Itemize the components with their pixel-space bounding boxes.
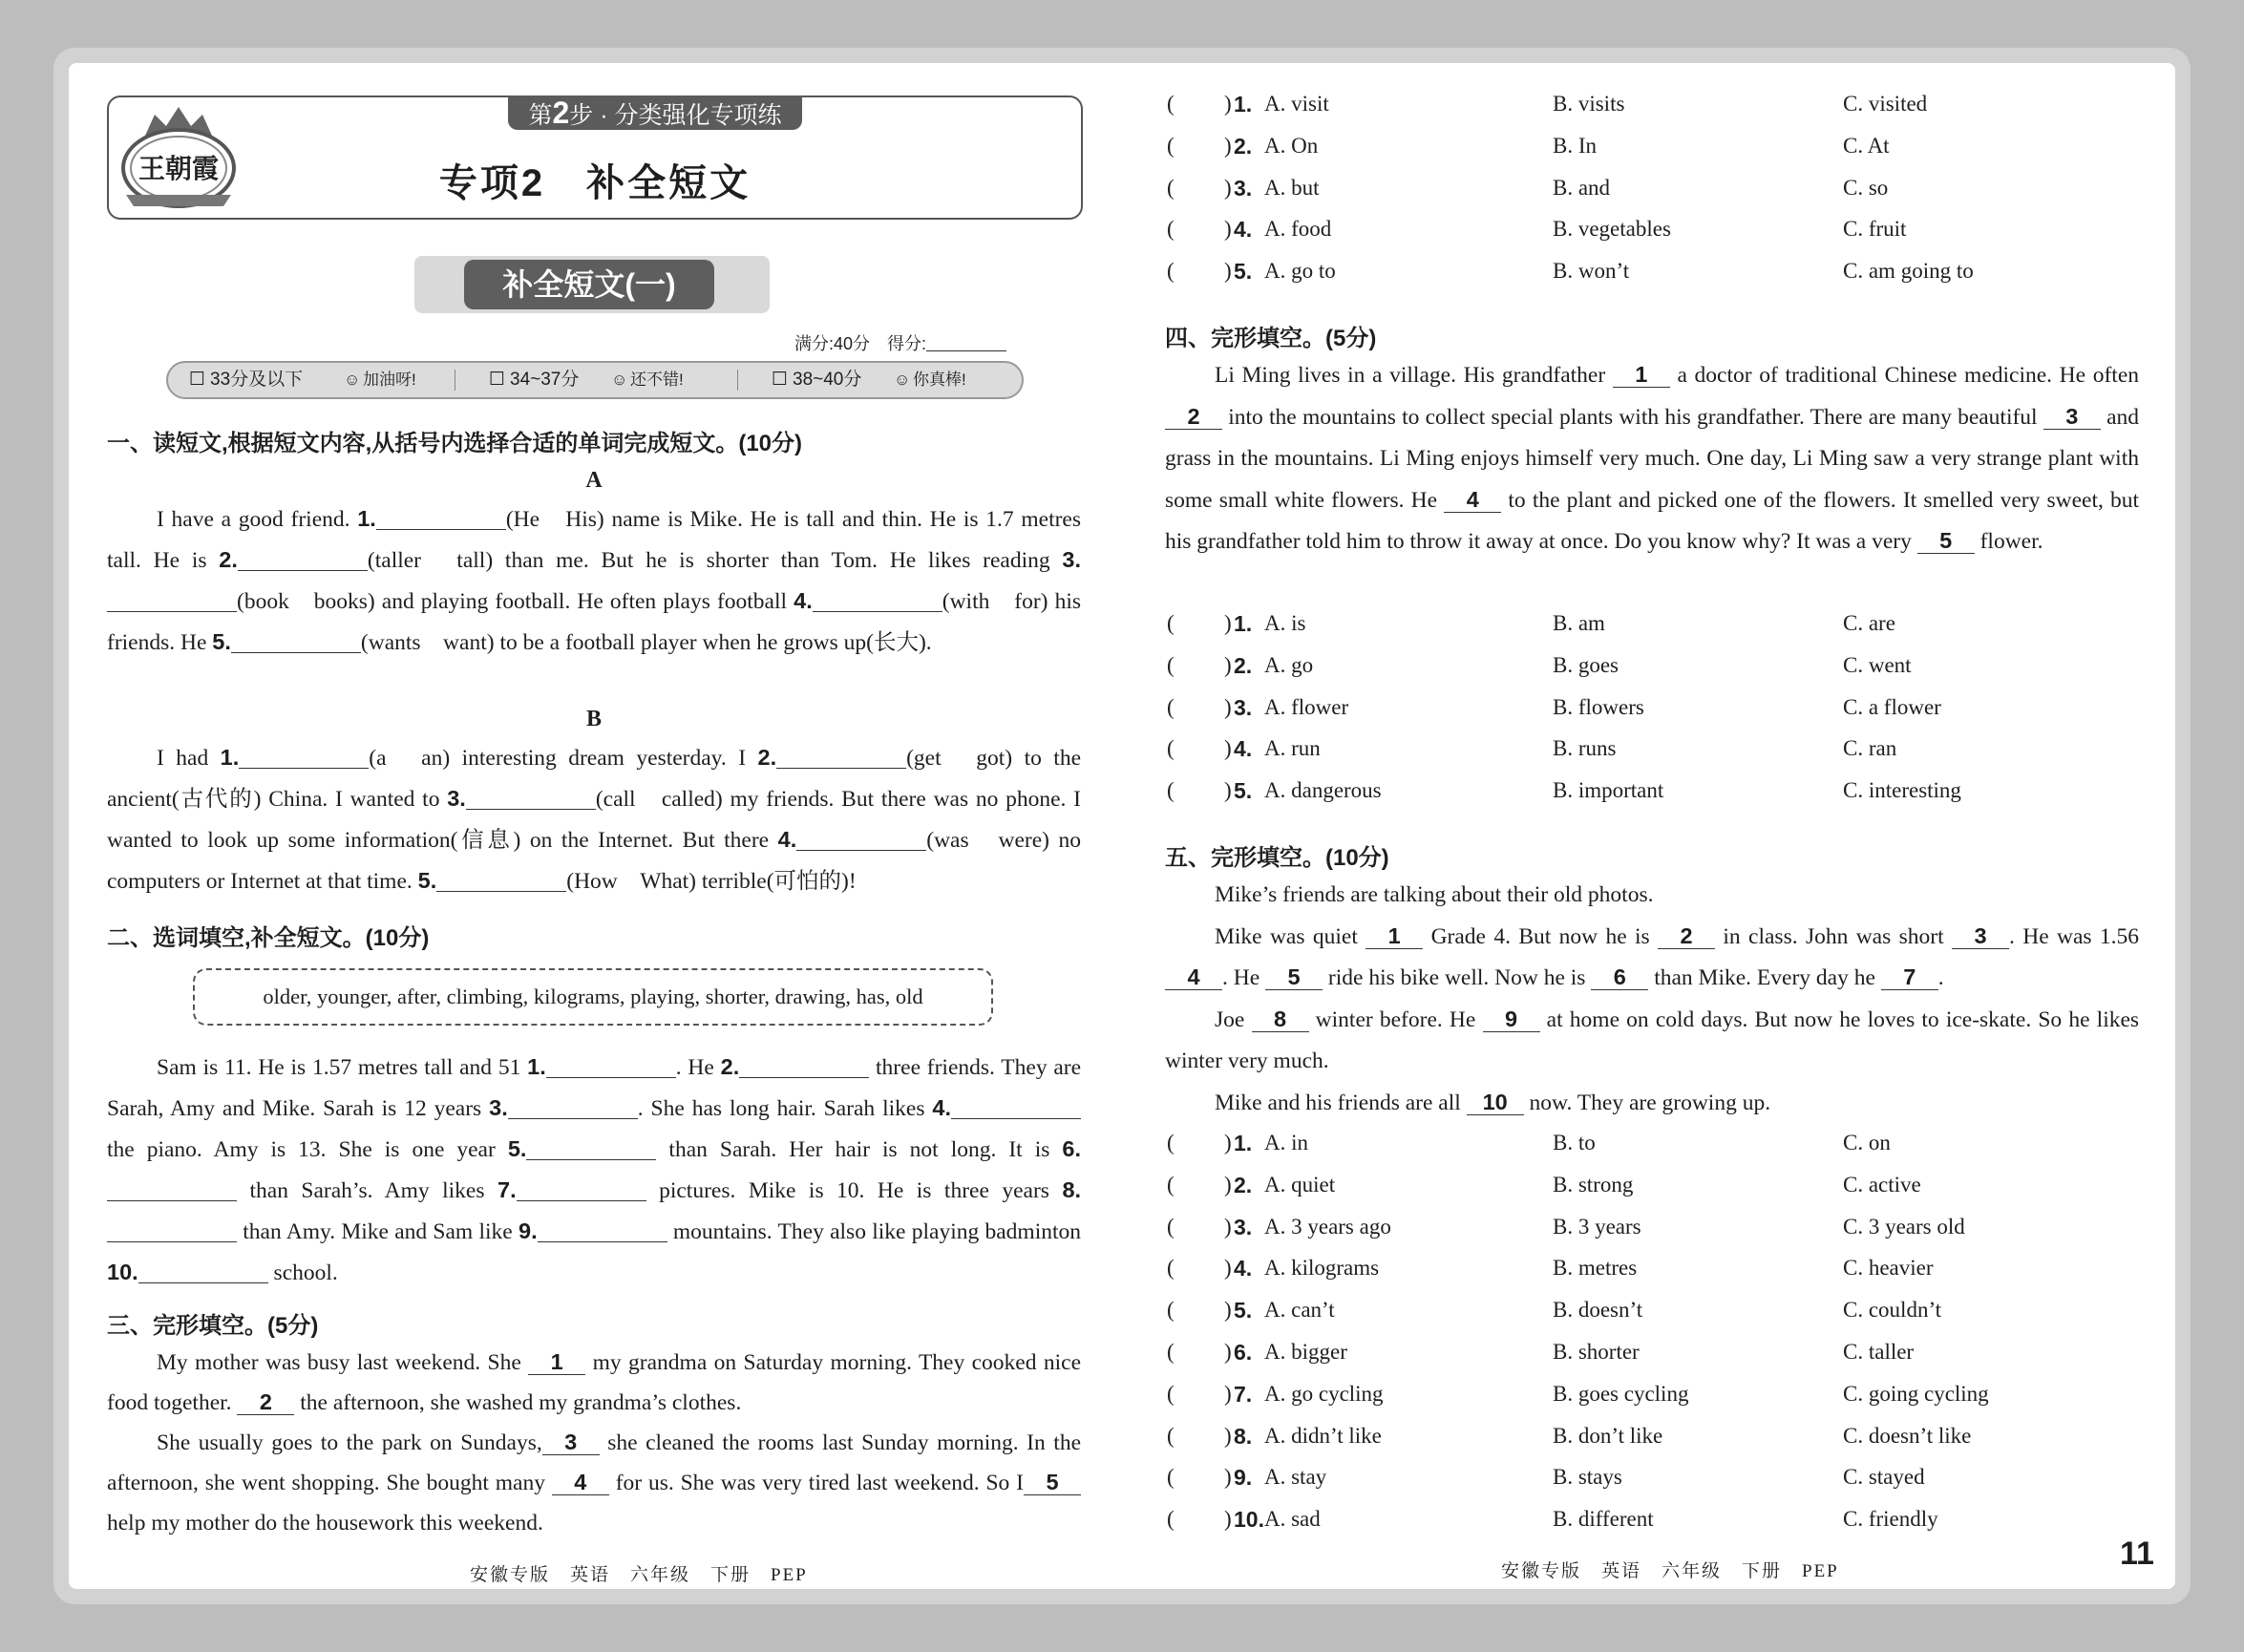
- option-c[interactable]: C. 3 years old: [1843, 1214, 1965, 1239]
- question-row: [1165, 1215, 2139, 1257]
- answer-paren-close[interactable]: ): [1224, 1298, 1232, 1323]
- answer-blank[interactable]: [776, 747, 906, 769]
- section-5-title: 五、完形填空。(10分): [1165, 845, 1389, 871]
- option-a[interactable]: A. food: [1264, 217, 1332, 242]
- answer-paren-close[interactable]: ): [1224, 1131, 1232, 1154]
- option-a[interactable]: A. kilograms: [1264, 1256, 1380, 1281]
- option-c[interactable]: C. a flower: [1843, 694, 1941, 719]
- option-c[interactable]: C. stayed: [1843, 1465, 1925, 1490]
- option-c[interactable]: C. couldn’t: [1843, 1298, 1942, 1323]
- option-b[interactable]: B. important: [1553, 778, 1664, 803]
- option-b[interactable]: B. to: [1553, 1131, 1596, 1154]
- option-c[interactable]: C. interesting: [1843, 778, 1961, 803]
- answer-paren-open[interactable]: (: [1167, 92, 1175, 116]
- option-a[interactable]: A. go to: [1264, 259, 1336, 284]
- face-icon: ☺: [344, 371, 361, 389]
- option-b[interactable]: B. metres: [1553, 1256, 1638, 1281]
- question-row: [1165, 1256, 2139, 1298]
- svg-text:王朝霞: 王朝霞: [138, 153, 220, 184]
- answer-paren-open[interactable]: (: [1167, 1298, 1175, 1323]
- answer-paren-open[interactable]: (: [1167, 611, 1175, 635]
- question-row: [1165, 259, 2139, 301]
- passage-4: Li Ming lives in a village. His grandfather 1 a doctor of traditional Chinese medicine. He often 2 into the mountains to collect special plants with his grandfather. There are many beautiful 3 and grass in the mountains. Li Ming enjoys himself very much. One day, Li Ming saw a very strange plant with some small white flowers. He 4 to the plant and picked one of the flowers. It smelled very sweet, but his grandfather told him to throw it away at once. Do you know why? It was a very 5 flower.: [1165, 362, 2140, 554]
- answer-paren-open[interactable]: (: [1167, 217, 1175, 242]
- question-number: 9.: [1234, 1465, 1253, 1491]
- option-a[interactable]: A. run: [1264, 736, 1321, 761]
- section-1-title: 一、读短文,根据短文内容,从括号内选择合适的单词完成短文。(10分): [107, 431, 803, 456]
- footer-left: 安徽专版 英语 六年级 下册 PEP: [470, 1565, 808, 1585]
- answer-paren-close[interactable]: ): [1224, 652, 1232, 677]
- cloze-blank[interactable]: 1: [528, 1349, 585, 1375]
- option-c[interactable]: C. taller: [1843, 1340, 1915, 1364]
- answer-paren-open[interactable]: (: [1167, 694, 1175, 719]
- answer-blank[interactable]: [951, 1097, 1081, 1119]
- answer-blank[interactable]: [231, 631, 361, 653]
- step-number: 2: [552, 95, 570, 130]
- passage-2: Sam is 11. He is 1.57 metres tall and 51 1. . He 2. three friends. They are Sarah, Amy and Mike. Sarah is 12 years 3. . She has long hair. Sarah likes 4. the piano. Amy is 13. She is one year 5. than Sarah. Her hair is not long. It is 6. than Sarah’s. Amy likes 7. pictures. Mike is 10. He is three years 8. than Amy. Mike and Sam like 9. mountains. They also like playing badminton 10. school.: [107, 1054, 1082, 1285]
- option-b[interactable]: B. 3 years: [1553, 1214, 1641, 1239]
- option-b[interactable]: B. stays: [1553, 1465, 1622, 1490]
- question-number: 5.: [1234, 1298, 1253, 1324]
- answer-blank[interactable]: [546, 1056, 676, 1078]
- face-icon: ☺: [611, 371, 628, 389]
- page-title: 专项2 补全短文: [438, 162, 752, 204]
- answer-paren-close[interactable]: ): [1224, 778, 1232, 803]
- answer-blank[interactable]: [238, 549, 368, 571]
- subheading: 补全短文(一): [464, 260, 714, 309]
- cloze-blank[interactable]: 5: [1265, 964, 1323, 990]
- step-prefix: 第: [528, 102, 553, 129]
- question-row: [1165, 1173, 2139, 1215]
- rating-range-3: 38~40分: [793, 370, 862, 390]
- answer-paren-close[interactable]: ): [1224, 1256, 1232, 1281]
- cloze-blank[interactable]: 2: [1165, 404, 1222, 430]
- question-number: 1.: [1234, 1131, 1253, 1155]
- answer-paren-open[interactable]: (: [1167, 133, 1175, 158]
- full-score: 满分:40分: [794, 334, 871, 353]
- option-c[interactable]: C. fruit: [1843, 217, 1907, 242]
- passage-3: My mother was busy last weekend. She 1 my grandma on Saturday morning. They cooked nice food together. 2 the afternoon, she washed my grandma’s clothes. She usually goes to the park on Sundays, 3 she cleaned the rooms last Sunday morning. In the afternoon, she went shopping. She bought many 4 for us. She was very tired last weekend. So I 5 help my mother do the housework this weekend.: [107, 1349, 1082, 1536]
- option-c[interactable]: C. on: [1843, 1131, 1891, 1154]
- answer-blank[interactable]: [508, 1097, 638, 1119]
- section-4-title: 四、完形填空。(5分): [1165, 326, 1377, 351]
- question-number: 2.: [1234, 133, 1253, 159]
- option-b[interactable]: B. won’t: [1553, 259, 1630, 284]
- option-c[interactable]: C. went: [1843, 652, 1912, 677]
- answer-paren-open[interactable]: (: [1167, 1340, 1175, 1364]
- question-row: [1165, 217, 2139, 259]
- answer-blank[interactable]: [436, 870, 566, 892]
- question-number: 6.: [1234, 1340, 1253, 1365]
- option-a[interactable]: A. didn’t like: [1264, 1423, 1382, 1448]
- option-a[interactable]: A. flower: [1264, 694, 1349, 719]
- passage-5: Mike’s friends are talking about their old photos. Mike was quiet 1 Grade 4. But now he is 2 in class. John was short 3 . He was 1.56 4 . He 5 ride his bike well. Now he is 6 than Mike. Every day he 7 . Joe 8 winter before. He 9 at home on cold days. But now he loves to ice-skate. So he likes winter very much. Mike and his friends are all 10 now. They are growing up.: [1165, 882, 2140, 1115]
- left-page: [107, 95, 1081, 1585]
- answer-paren-open[interactable]: (: [1167, 1507, 1175, 1532]
- checkbox-icon[interactable]: ☐: [489, 370, 506, 390]
- answer-blank[interactable]: [107, 590, 237, 612]
- option-a[interactable]: A. in: [1264, 1131, 1308, 1154]
- rating-range-2: 34~37分: [510, 370, 580, 390]
- option-a[interactable]: A. but: [1264, 175, 1320, 200]
- option-c[interactable]: C. doesn’t like: [1843, 1423, 1972, 1448]
- cloze-blank[interactable]: 5: [1917, 528, 1975, 554]
- question-row: [1165, 736, 2139, 778]
- answer-paren-close[interactable]: ): [1224, 1507, 1232, 1532]
- option-c[interactable]: C. going cycling: [1843, 1381, 1989, 1406]
- answer-paren-open[interactable]: (: [1167, 1381, 1175, 1406]
- option-a[interactable]: A. 3 years ago: [1264, 1214, 1391, 1239]
- option-b[interactable]: B. flowers: [1553, 694, 1644, 719]
- answer-paren-open[interactable]: (: [1167, 652, 1175, 677]
- answer-paren-close[interactable]: ): [1224, 1465, 1232, 1490]
- answer-paren-close[interactable]: ): [1224, 694, 1232, 719]
- passage-a: I have a good friend. 1. (He His) name is Mike. He is tall and thin. He is 1.7 metres tall. He is 2. (taller tall) than me. But he is shorter than Tom. He likes reading 3.(book books) and playing football. He often plays football 4. (with for) his friends. He 5. (wants want) to be a football player when he grows up(长大).: [107, 506, 1082, 655]
- cloze-blank[interactable]: 8: [1252, 1006, 1309, 1032]
- question-row: [1165, 1507, 2139, 1549]
- option-b[interactable]: B. runs: [1553, 736, 1617, 761]
- option-a[interactable]: A. visit: [1264, 92, 1329, 116]
- answer-paren-open[interactable]: (: [1167, 1256, 1175, 1281]
- answer-paren-open[interactable]: (: [1167, 736, 1175, 761]
- question-row: [1165, 176, 2139, 218]
- cloze-blank[interactable]: 3: [542, 1430, 600, 1455]
- option-a[interactable]: A. can’t: [1264, 1298, 1335, 1323]
- option-c[interactable]: C. are: [1843, 611, 1895, 635]
- answer-paren-close[interactable]: ): [1224, 736, 1232, 761]
- option-b[interactable]: B. don’t like: [1553, 1423, 1663, 1448]
- option-b[interactable]: B. goes cycling: [1553, 1381, 1689, 1406]
- passage-b-label: B: [585, 707, 602, 731]
- question-row: [1165, 134, 2139, 176]
- answer-blank[interactable]: [526, 1138, 656, 1160]
- option-b[interactable]: B. vegetables: [1553, 217, 1671, 242]
- question-row: [1165, 778, 2139, 820]
- question-row: [1165, 1382, 2139, 1424]
- question-number: 1.: [1234, 611, 1253, 636]
- cloze-blank[interactable]: 5: [1024, 1470, 1081, 1495]
- option-c[interactable]: C. At: [1843, 133, 1890, 158]
- question-number: 2.: [1234, 1172, 1253, 1197]
- option-c[interactable]: C. ran: [1843, 736, 1897, 761]
- rating-comment-1: 加油呀!: [363, 371, 416, 389]
- option-b[interactable]: B. visits: [1553, 92, 1625, 116]
- option-c[interactable]: C. so: [1843, 175, 1889, 200]
- section-2-title: 二、选词填空,补全短文。(10分): [107, 925, 430, 951]
- cloze-blank[interactable]: 9: [1483, 1006, 1540, 1032]
- score-blank[interactable]: [926, 335, 1006, 351]
- header-box: [107, 95, 1083, 220]
- option-c[interactable]: C. friendly: [1843, 1507, 1938, 1532]
- section-3-title: 三、完形填空。(5分): [107, 1313, 319, 1339]
- question-row: [1165, 653, 2139, 695]
- answer-paren-close[interactable]: ): [1224, 133, 1232, 158]
- option-c[interactable]: C. active: [1843, 1172, 1921, 1197]
- checkbox-icon[interactable]: ☐: [189, 370, 206, 390]
- option-a[interactable]: A. is: [1264, 611, 1306, 635]
- answer-paren-open[interactable]: (: [1167, 1172, 1175, 1197]
- cloze-blank[interactable]: 4: [552, 1470, 609, 1495]
- cloze-blank[interactable]: 6: [1591, 964, 1648, 990]
- answer-blank[interactable]: [138, 1261, 268, 1283]
- question-number: 2.: [1234, 652, 1253, 678]
- word-bank: older, younger, after, climbing, kilograms, playing, shorter, drawing, has, old: [193, 968, 993, 1026]
- question-row: [1165, 92, 2139, 134]
- option-b[interactable]: B. shorter: [1553, 1340, 1640, 1364]
- question-row: [1165, 1424, 2139, 1466]
- checkbox-icon[interactable]: ☐: [772, 370, 789, 390]
- answer-blank[interactable]: [239, 747, 369, 769]
- answer-paren-open[interactable]: (: [1167, 1423, 1175, 1448]
- option-a[interactable]: A. dangerous: [1264, 778, 1382, 803]
- option-c[interactable]: C. am going to: [1843, 259, 1974, 284]
- question-row: [1165, 611, 2139, 653]
- option-a[interactable]: A. On: [1264, 133, 1319, 158]
- answer-paren-close[interactable]: ): [1224, 611, 1232, 635]
- option-c[interactable]: C. heavier: [1843, 1256, 1934, 1281]
- question-number: 7.: [1234, 1381, 1253, 1407]
- answer-paren-open[interactable]: (: [1167, 175, 1175, 200]
- score-line: [794, 330, 1006, 355]
- divider: [737, 370, 738, 391]
- answer-paren-close[interactable]: ): [1224, 259, 1232, 284]
- answer-blank[interactable]: [107, 1179, 237, 1201]
- question-number: 3.: [1234, 694, 1253, 720]
- cloze-blank[interactable]: 4: [1165, 964, 1222, 990]
- cloze-blank[interactable]: 3: [2043, 404, 2101, 430]
- cloze-blank[interactable]: 3: [1952, 923, 2009, 949]
- rating-comment-2: 还不错!: [630, 371, 684, 389]
- answer-paren-open[interactable]: (: [1167, 1214, 1175, 1239]
- right-page: [1165, 92, 2154, 1581]
- question-row: [1165, 1298, 2139, 1340]
- option-b[interactable]: B. doesn’t: [1553, 1298, 1643, 1323]
- answer-blank[interactable]: [517, 1179, 646, 1201]
- answer-paren-close[interactable]: ): [1224, 1381, 1232, 1406]
- option-a[interactable]: A. quiet: [1264, 1172, 1336, 1197]
- cloze-blank[interactable]: 2: [237, 1389, 294, 1415]
- answer-blank[interactable]: [376, 508, 506, 530]
- question-number: 4.: [1234, 736, 1253, 762]
- passage-b: I had 1. (a an) interesting dream yesterday. I 2. (get got) to the ancient(古代的) China. I wanted to 3. (call called) my friends. But there was no phone. I wanted to look up some information(信息) on the Internet. But there 4. (was were) no computers or Internet at that time. 5. (How What) terrible(可怕的)!: [107, 745, 1081, 894]
- option-a[interactable]: A. sad: [1264, 1507, 1321, 1532]
- cloze-blank[interactable]: 10: [1467, 1090, 1524, 1115]
- option-b[interactable]: B. and: [1553, 175, 1611, 200]
- option-a[interactable]: A. bigger: [1264, 1340, 1347, 1364]
- page-number: 11: [2120, 1536, 2154, 1572]
- answer-paren-close[interactable]: ): [1224, 175, 1232, 200]
- question-row: [1165, 695, 2139, 737]
- answer-paren-close[interactable]: ): [1224, 1340, 1232, 1364]
- answer-paren-open[interactable]: (: [1167, 1131, 1175, 1154]
- answer-paren-open[interactable]: (: [1167, 259, 1175, 284]
- question-row: [1165, 1131, 2139, 1173]
- answer-paren-open[interactable]: (: [1167, 1465, 1175, 1490]
- step-tab: [508, 95, 802, 130]
- footer-right: 安徽专版 英语 六年级 下册 PEP: [1501, 1561, 1839, 1581]
- option-b[interactable]: B. am: [1553, 611, 1605, 635]
- question-number: 5.: [1234, 778, 1253, 804]
- cloze-blank[interactable]: 2: [1658, 923, 1715, 949]
- option-b[interactable]: B. strong: [1553, 1172, 1634, 1197]
- question-number: 1.: [1234, 92, 1253, 116]
- answer-blank[interactable]: [107, 1220, 237, 1242]
- rating-comment-3: 你真棒!: [913, 371, 966, 389]
- step-suffix: 步 · 分类强化专项练: [569, 102, 782, 129]
- answer-paren-open[interactable]: (: [1167, 778, 1175, 803]
- cloze-blank[interactable]: 1: [1365, 923, 1423, 949]
- cloze-blank[interactable]: 4: [1444, 487, 1501, 513]
- answer-paren-close[interactable]: ): [1224, 92, 1232, 116]
- cloze-blank[interactable]: 1: [1613, 362, 1670, 388]
- answer-blank[interactable]: [796, 829, 926, 851]
- question-row: [1165, 1340, 2139, 1382]
- option-b[interactable]: B. In: [1553, 133, 1597, 158]
- face-icon: ☺: [894, 371, 911, 389]
- option-a[interactable]: A. go cycling: [1264, 1381, 1384, 1406]
- question-number: 3.: [1234, 175, 1253, 201]
- rating-bar: [166, 361, 1024, 399]
- answer-blank[interactable]: [466, 788, 596, 810]
- score-label: 得分:: [887, 334, 927, 353]
- option-b[interactable]: B. goes: [1553, 652, 1619, 677]
- answer-paren-close[interactable]: ): [1224, 1214, 1232, 1239]
- answer-blank[interactable]: [739, 1056, 869, 1078]
- question-number: 3.: [1234, 1214, 1253, 1239]
- answer-paren-close[interactable]: ): [1224, 1423, 1232, 1448]
- option-a[interactable]: A. go: [1264, 652, 1314, 677]
- passage-a-label: A: [585, 468, 603, 493]
- option-b[interactable]: B. different: [1553, 1507, 1654, 1532]
- question-number: 10.: [1234, 1507, 1264, 1533]
- answer-paren-close[interactable]: ): [1224, 217, 1232, 242]
- answer-paren-close[interactable]: ): [1224, 1172, 1232, 1197]
- rating-range-1: 33分及以下: [210, 370, 304, 390]
- cloze-blank[interactable]: 7: [1881, 964, 1938, 990]
- option-a[interactable]: A. stay: [1264, 1465, 1327, 1490]
- answer-blank[interactable]: [813, 590, 942, 612]
- question-number: 5.: [1234, 259, 1253, 285]
- question-number: 4.: [1234, 217, 1253, 243]
- question-row: [1165, 1465, 2139, 1507]
- answer-blank[interactable]: [538, 1220, 667, 1242]
- question-number: 8.: [1234, 1423, 1253, 1449]
- option-c[interactable]: C. visited: [1843, 92, 1928, 116]
- question-number: 4.: [1234, 1256, 1253, 1281]
